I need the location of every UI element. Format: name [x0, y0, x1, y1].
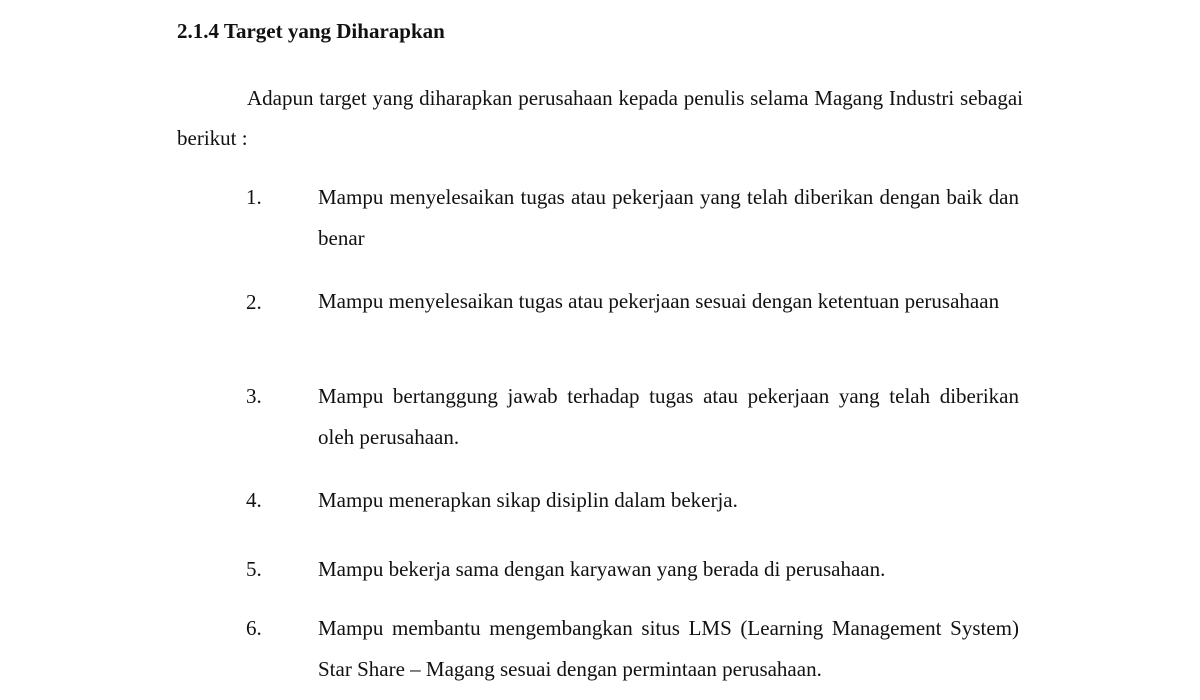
list-item-number: 5.	[246, 557, 262, 581]
list-item-number: 2.	[246, 290, 262, 314]
list-item-number: 1.	[246, 185, 262, 209]
list-item-text: Mampu bertanggung jawab terhadap tugas atau pekerjaan yang telah diberikan oleh perusahaan.	[318, 384, 1019, 449]
list-item-text: Mampu menerapkan sikap disiplin dalam bekerja.	[318, 488, 738, 512]
list-item-number: 6.	[246, 616, 262, 640]
list-item-number: 4.	[246, 488, 262, 512]
intro-paragraph: Adapun target yang diharapkan perusahaan kepada penulis selama Magang Industri sebagai berikut :	[177, 86, 1023, 150]
list-item-number: 3.	[246, 384, 262, 408]
list-item-text: Mampu menyelesaikan tugas atau pekerjaan sesuai dengan ketentuan perusahaan	[318, 289, 1000, 313]
section-heading: 2.1.4 Target yang Diharapkan	[177, 19, 445, 43]
list-item-text: Mampu menyelesaikan tugas atau pekerjaan yang telah diberikan dengan baik dan benar	[318, 185, 1019, 250]
list-item-text: Mampu membantu mengembangkan situs LMS (Learning Management System) Star Share – Magang sesuai dengan permintaan perusahaan.	[318, 616, 1019, 681]
list-item-text: Mampu bekerja sama dengan karyawan yang berada di perusahaan.	[318, 557, 886, 581]
